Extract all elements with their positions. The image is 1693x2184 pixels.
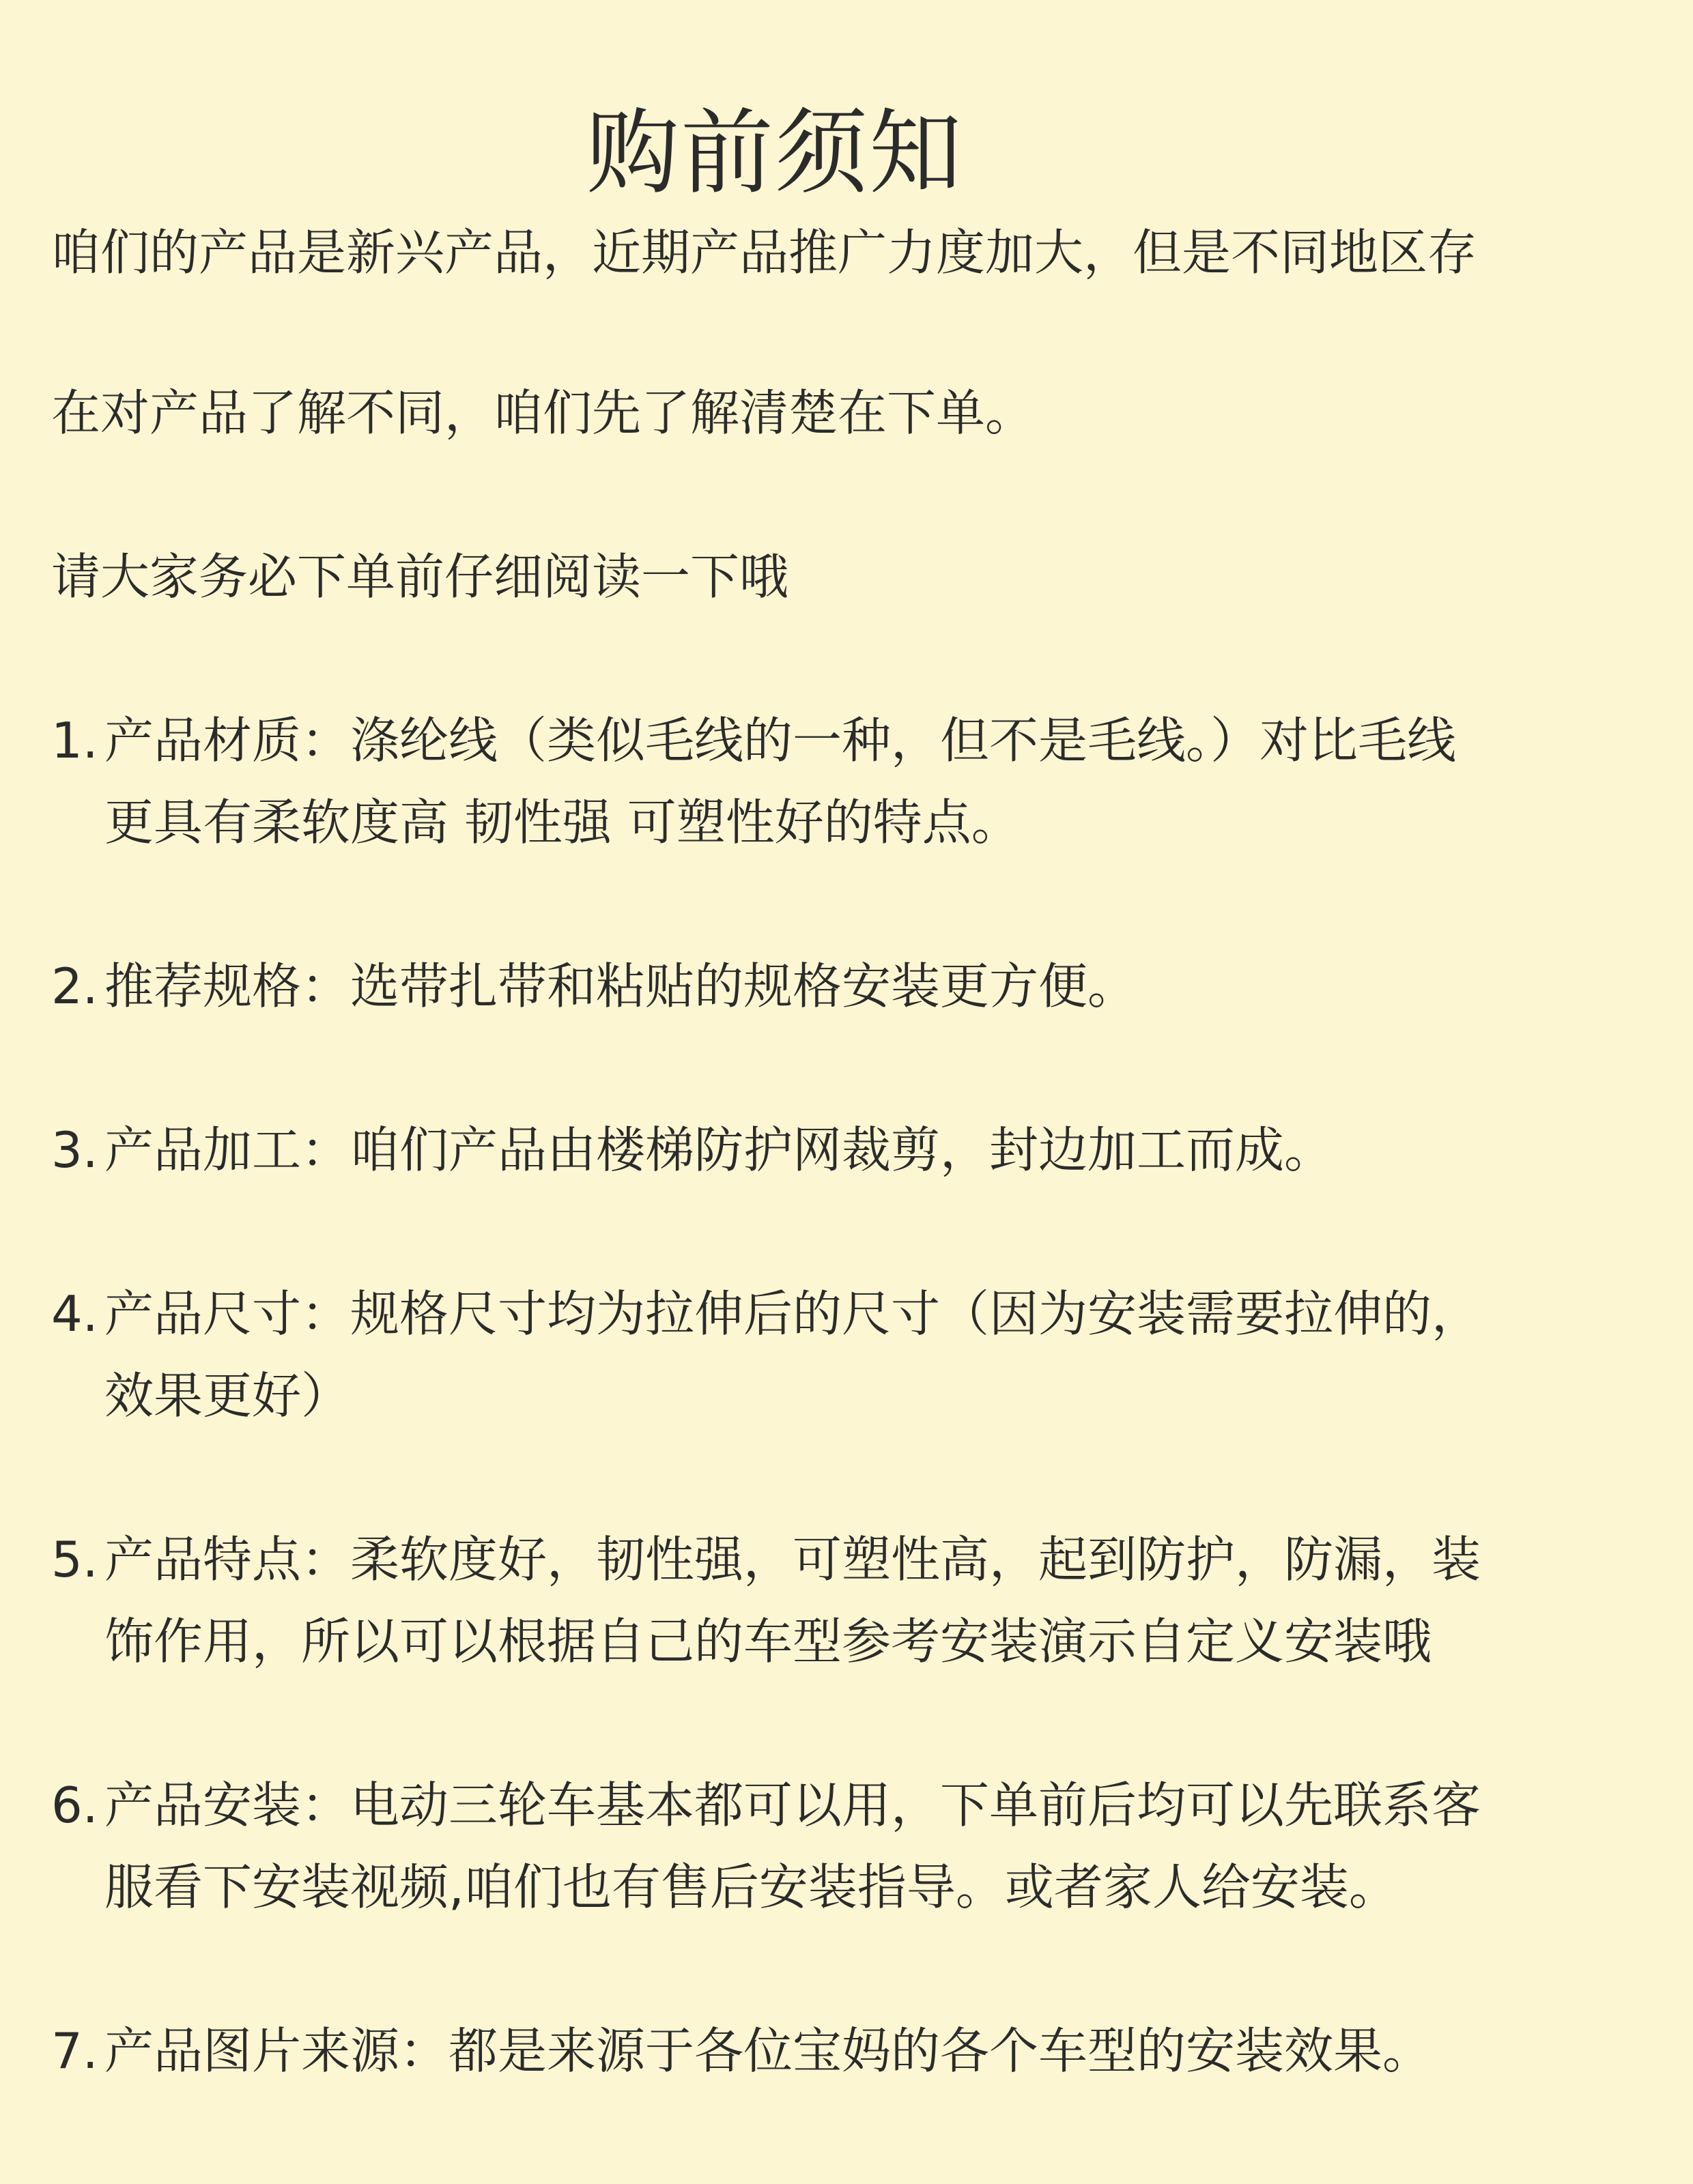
page-title: 购前须知 bbox=[586, 100, 963, 207]
item-number: 6. bbox=[51, 1777, 98, 1834]
notice-item-features bbox=[51, 1519, 1649, 1682]
item-text: 产品加工：咱们产品由楼梯防护网裁剪，封边加工而成。 bbox=[104, 1121, 1334, 1179]
item-text-continued: 饰作用，所以可以根据自己的车型参考安装演示自定义安装哦 bbox=[104, 1613, 1432, 1670]
item-text: 产品尺寸：规格尺寸均为拉伸后的尺寸（因为安装需要拉伸的， bbox=[104, 1285, 1481, 1342]
notice-item-image-source bbox=[51, 2010, 1649, 2092]
notice-item-spec bbox=[51, 945, 1649, 1027]
intro-line-3: 请大家务必下单前仔细阅读一下哦 bbox=[51, 548, 789, 605]
item-text-continued: 更具有柔软度高 韧性强 可塑性好的特点。 bbox=[104, 794, 1021, 851]
item-number: 7. bbox=[51, 2022, 98, 2080]
item-number: 4. bbox=[51, 1285, 98, 1342]
intro-line-1: 咱们的产品是新兴产品，近期产品推广力度加大，但是不同地区存 bbox=[51, 224, 1477, 281]
item-text: 产品特点：柔软度好，韧性强，可塑性高，起到防护，防漏，装 bbox=[104, 1531, 1481, 1588]
notice-item-installation bbox=[51, 1764, 1649, 1928]
item-number: 1. bbox=[51, 712, 98, 769]
item-number: 3. bbox=[51, 1121, 98, 1179]
item-number: 5. bbox=[51, 1531, 98, 1588]
intro-line-2: 在对产品了解不同，咱们先了解清楚在下单。 bbox=[51, 384, 1035, 442]
notice-item-material bbox=[51, 700, 1649, 863]
notice-item-size bbox=[51, 1273, 1649, 1437]
item-text: 推荐规格：选带扎带和粘贴的规格安装更方便。 bbox=[104, 958, 1137, 1015]
item-text: 产品安装：电动三轮车基本都可以用，下单前后均可以先联系客 bbox=[104, 1777, 1481, 1834]
item-number: 2. bbox=[51, 958, 98, 1015]
item-text: 产品材质：涤纶线（类似毛线的一种，但不是毛线。）对比毛线 bbox=[104, 712, 1457, 769]
item-text: 产品图片来源：都是来源于各位宝妈的各个车型的安装效果。 bbox=[104, 2022, 1432, 2080]
item-text-continued: 服看下安装视频,咱们也有售后安装指导。或者家人给安装。 bbox=[104, 1858, 1398, 1916]
item-text-continued: 效果更好） bbox=[104, 1367, 351, 1424]
notice-item-processing bbox=[51, 1109, 1649, 1191]
